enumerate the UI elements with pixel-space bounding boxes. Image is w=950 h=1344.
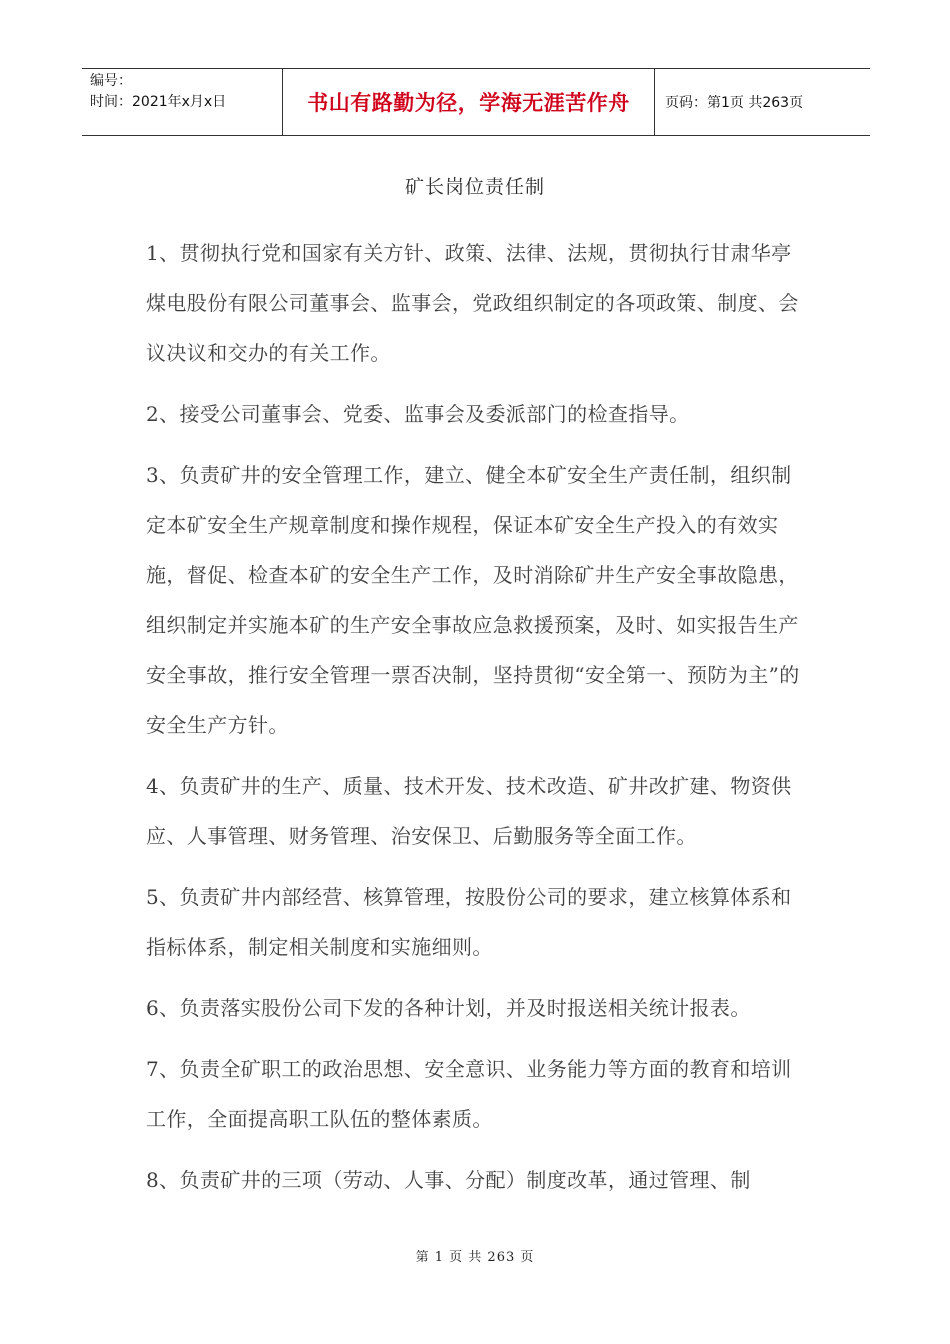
page-header [82,68,870,136]
paragraph-5: 5、负责矿井内部经营、核算管理，按股份公司的要求，建立核算体系和指标体系，制定相关制度和实施细则。 [146,885,792,959]
paragraph-6: 6、负责落实股份公司下发的各种计划，并及时报送相关统计报表。 [146,996,751,1020]
paragraph-8: 8、负责矿井的三项（劳动、人事、分配）制度改革，通过管理、制 [146,1168,751,1192]
paragraph-2: 2、接受公司董事会、党委、监事会及委派部门的检查指导。 [146,402,690,426]
header-page-info: 页码：第1页 共263页 [665,95,804,111]
paragraph-7: 7、负责全矿职工的政治思想、安全意识、业务能力等方面的教育和培训工作，全面提高职工队伍的整体素质。 [146,1057,792,1131]
document-time-label: 时间：2021年x月x日 [90,94,227,110]
document-body [146,228,808,1216]
header-meta [82,69,282,135]
page-footer: 第 1 页 共 263 页 [415,1250,535,1265]
document-number-label: 编号： [90,73,132,89]
document-title: 矿长岗位责任制 [404,176,545,198]
paragraph-4: 4、负责矿井的生产、质量、技术开发、技术改造、矿井改扩建、物资供应、人事管理、财务管理、治安保卫、后勤服务等全面工作。 [146,774,792,848]
header-motto: 书山有路勤为径，学海无涯苦作舟 [282,69,655,135]
paragraph-3: 3、负责矿井的安全管理工作，建立、健全本矿安全生产责任制，组织制定本矿安全生产规章制度和操作规程，保证本矿安全生产投入的有效实施，督促、检查本矿的安全生产工作，及时消除矿井生产安全事故隐患，组织制定并实施本矿的生产安全事故应急救援预案，及时、如实报告生产安全事故，推行安全管理一票否决制，坚持贯彻“安全第一、预防为主”的安全生产方针。 [146,463,800,737]
paragraph-1: 1、贯彻执行党和国家有关方针、政策、法律、法规，贯彻执行甘肃华亭煤电股份有限公司董事会、监事会，党政组织制定的各项政策、制度、会议决议和交办的有关工作。 [146,241,799,365]
